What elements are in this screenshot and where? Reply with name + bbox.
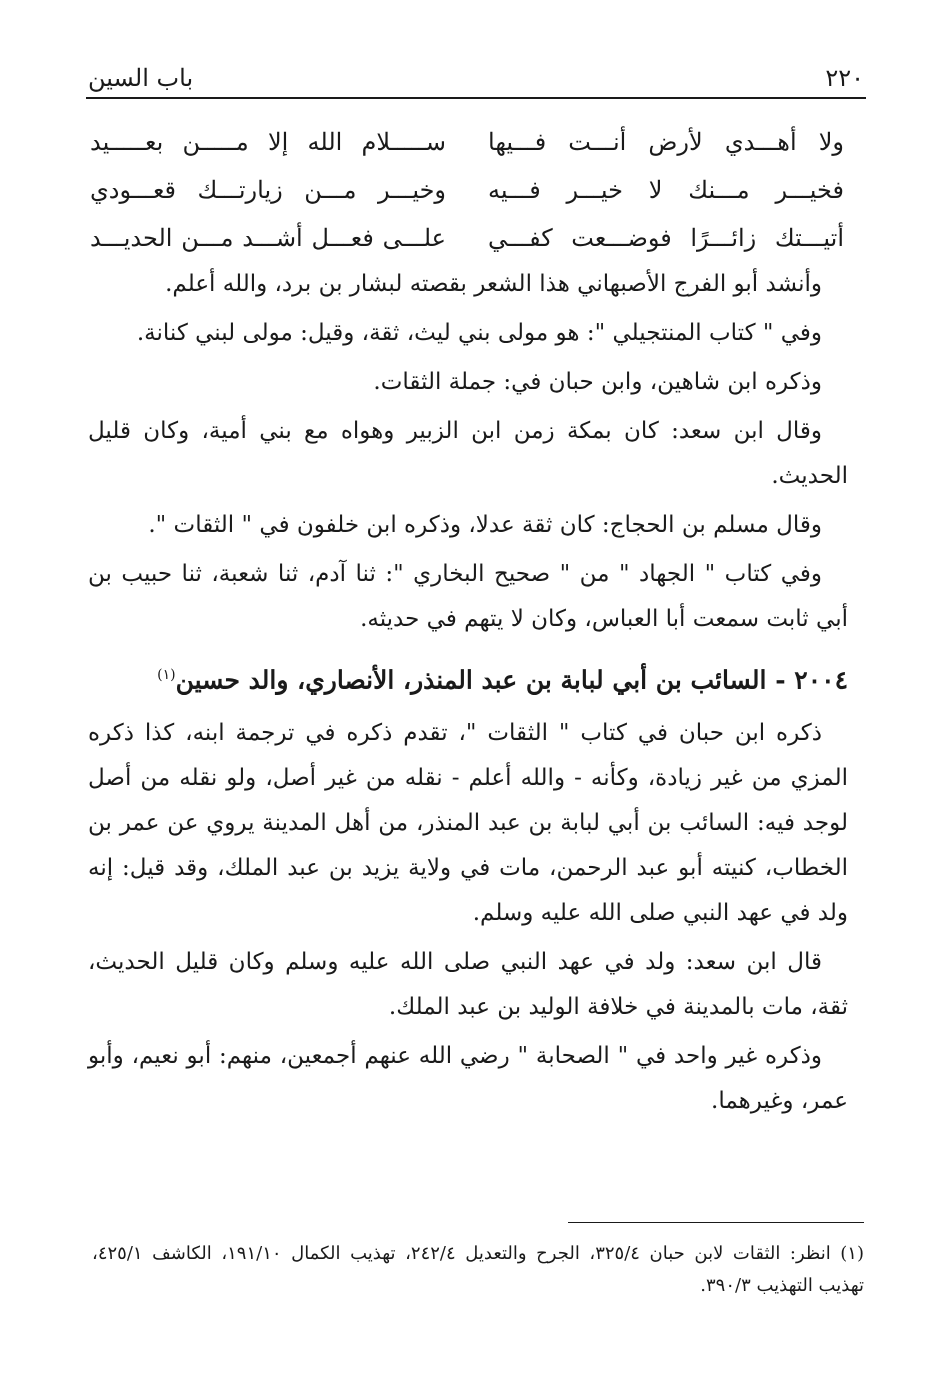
paragraph: وأنشد أبو الفرج الأصبهاني هذا الشعر بقصته لبشار بن برد، والله أعلم.: [165, 271, 822, 297]
paragraph: وقال ابن سعد: كان بمكة زمن ابن الزبير وهواه مع بني أمية، وكان قليل الحديث.: [88, 418, 848, 489]
paragraph: ذكره ابن حبان في كتاب " الثقات "، تقدم ذكره في ترجمة ابنه، كذا ذكره المزي من غير زيادة، وكأنه - والله أعلم - نقله من غير أصل، ولو نقله من أصل لوجد فيه: السائب بن أبي لبابة بن عبد المنذر، من أهل المدينة يروي عن عمر بن الخطاب، كنيته أبو عبد الرحمن، مات في ولاية يزيد بن عبد الملك، وقد قيل: إنه ولد في عهد النبي صلى الله عليه وسلم.: [88, 720, 848, 927]
verse-second-hemistich: وخيـــر مـــن زيارتـــك قعـــودي: [90, 176, 446, 204]
verse-first-hemistich: أتيـــتك زائـــرًا فوضـــعت كفـــي: [488, 224, 844, 252]
verse-second-hemistich: علـــى فعـــل أشـــد مـــن الحديـــد: [90, 224, 446, 252]
entry-heading: [88, 650, 848, 705]
main-text: [88, 262, 848, 1128]
section-title: باب السين: [88, 64, 194, 92]
paragraph: وقال مسلم بن الحجاج: كان ثقة عدلا، وذكره ابن خلفون في " الثقات ".: [148, 512, 822, 538]
paragraph: وذكره ابن شاهين، وابن حبان في: جملة الثقات.: [373, 369, 822, 395]
poem-verse: [90, 166, 844, 214]
page-number: ٢٢٠: [825, 64, 864, 92]
footnote: (١) انظر: الثقات لابن حبان ٣٢٥/٤، الجرح والتعديل ٢٤٢/٤، تهذيب الكمال ١٩١/١٠، الكاشف ٤٢٥/١، تهذيب التهذيب ٣٩٠/٣.: [92, 1243, 864, 1296]
poem-verse: [90, 214, 844, 262]
poem: [90, 118, 844, 262]
paragraph: وفي " كتاب المنتجيلي ": هو مولى بني ليث، ثقة، وقيل: مولى لبني كنانة.: [136, 320, 822, 346]
paragraph: وذكره غير واحد في " الصحابة " رضي الله عنهم أجمعين، منهم: أبو نعيم، وأبو عمر، وغيرهما.: [88, 1043, 848, 1115]
verse-second-hemistich: ســـــلام الله إلا مـــــن بعـــــيد: [90, 128, 446, 156]
paragraph: وفي كتاب " الجهاد " من " صحيح البخاري ": ثنا آدم، ثنا شعبة، ثنا حبيب بن أبي ثابت سمعت أبا العباس، وكان لا يتهم في حديثه.: [88, 561, 848, 632]
footnote-marker[interactable]: (١): [157, 667, 176, 683]
verse-first-hemistich: فخيـــر مـــنك لا خيـــر فـــيه: [488, 176, 844, 204]
verse-first-hemistich: ولا أهـــدي لأرض أنـــت فـــيها: [488, 128, 844, 156]
page-header: [88, 56, 864, 92]
poem-verse: [90, 118, 844, 166]
entry-heading-text: ٢٠٠٤ - السائب بن أبي لبابة بن عبد المنذر، الأنصاري، والد حسين: [175, 665, 848, 695]
footnotes: [92, 1238, 864, 1302]
paragraph: قال ابن سعد: ولد في عهد النبي صلى الله عليه وسلم وكان قليل الحديث، ثقة، مات بالمدينة في خلافة الوليد بن عبد الملك.: [88, 949, 848, 1021]
footnote-divider: [568, 1222, 864, 1223]
header-divider: [86, 97, 866, 99]
